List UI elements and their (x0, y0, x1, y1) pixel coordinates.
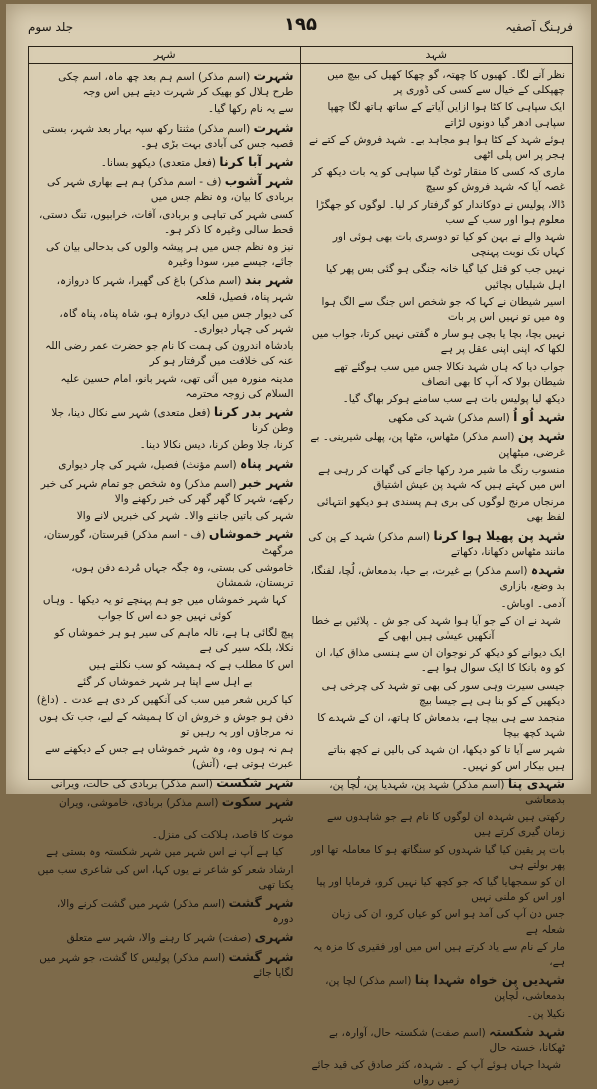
dictionary-entry (36, 895, 294, 927)
verse-line: کیا کریں شعر میں سب کی آنکھیں کر دی ہے عدت ۔ (داغ) (36, 693, 293, 706)
body-text-line: نکیلا پن۔ (526, 1007, 565, 1020)
definition-text: (اسم مذکر) شہد کے پن کی مانند مٹھاس دکھانا، دکھاتے (308, 530, 565, 558)
definition-text: (اسم مذکر) بربادی، خاموشی، ویران شہر (59, 796, 294, 824)
headword: شہر بند (244, 272, 294, 288)
definition-text: (فعل متعدی) شہر سے نکال دینا، جلا وطن کرنا (51, 407, 294, 435)
dictionary-entry (308, 562, 566, 594)
definition-text: (ف - اسم مذکر) ہم ہے بھاری شہر کی بربادی کا بیان، وہ نظم جس میں (47, 176, 294, 204)
body-text-line: موت کا قاصد، ہلاکت کی منزل۔ (151, 829, 294, 842)
left-column-heading: شہر (29, 47, 301, 64)
definition-text: (اسم مذکر) بربادی کی حالت، ویرانی (50, 777, 213, 790)
body-text-line: ہم نہ ہوں وہ، وہ شہر خموشاں ہے جس کے دیکھنے سے عبرت ہوتی ہے، (آتش) (45, 743, 294, 771)
dictionary-entry (36, 526, 294, 558)
headword: شہرت (253, 119, 294, 135)
page-header (28, 14, 573, 40)
headword: شہد پن پھیلا ہوا کرنا (433, 527, 565, 543)
definition-text: (اسم مذکر) شہر میں گشت کرنے والا، دورہ (56, 897, 294, 926)
headword: شہر آشوب (224, 173, 294, 189)
body-text-line: مدینہ منورہ میں آئی تھی، شہر بانو، امام حسین علیہ السلام کی زوجہ محترمہ (60, 372, 294, 400)
body-text-line: بات پر یقین کیا گیا شہدوں کو سنگاتھ ہو کا معاملہ تھا اور پھر بولتے ہی (310, 843, 565, 871)
body-text-line: کسی شہر کی تباہی و بربادی، آفات، خرابیوں، تنگ دستی، قحط سالی وغیرہ کا ذکر ہو۔ (38, 208, 294, 236)
body-text-line: کرنا، جلا وطن کرنا، دیس نکالا دینا۔ (139, 439, 294, 452)
body-text-line: خاموشی کی بستی، وہ جگہ جہاں مُردے دفن ہوں، تربستان، شمشان (71, 561, 294, 590)
definition-text: (اسم مؤنث) فصیل، شہر کی چار دیواری (58, 458, 237, 471)
right-column (300, 47, 573, 1087)
verse-line: شہد نے ان کے جو آیا ہوا شہد کی جو ش ۔ پلائیں بے خطا آنکھیں عیسٰی ہیں ابھی کے (311, 614, 561, 642)
body-text-line: اس کا مطلب ہے کہ ہمیشہ کو سب نکلتے ہیں (88, 659, 294, 672)
headword: شہد شکستہ (489, 1023, 565, 1039)
verse-line: بے اہل سے اپنا ہر شہر خموشاں کر گئے (77, 676, 253, 689)
dictionary-entry (308, 972, 566, 1004)
body-text-line: منسوب رنگ ما شیر مرد رکھا جانے کی گھات کر رہی ہے اس میں کہتے ہیں کہ شہد پن عیش اشتیاق (318, 463, 565, 492)
headword: شہرت (253, 68, 294, 83)
dictionary-entry (36, 272, 294, 304)
headword: شہر گشت (228, 894, 294, 910)
dictionary-entry (36, 775, 294, 792)
dictionary-entry (36, 404, 294, 436)
page (6, 4, 591, 1087)
body-text-line: مرنجاں مرنج لوگوں کی بری ہم پسندی ہو دیکھو انتہائی لفظ بھی (316, 496, 565, 524)
body-text-line: کی دیوار جس میں ایک دروازہ ہو، شاہ پناہ، پناہ گاہ، شہر کی چہار دیواری۔ (59, 307, 294, 336)
body-text-line: نہیں بچا، بچا یا بچی ہو سار ہ گفتی نہیں کرتا، جواب میں لکھا کہ اپنی اپنی عقل پر ہے (311, 328, 565, 356)
definition-text: (اسم مذکر) وہ شخص جو تمام شہر کی خبر رکھے، شہر کا گھر گھر کی خبر رکھنے والا (40, 477, 294, 506)
body-text-line: سے یہ نام رکھا گیا۔ (207, 103, 294, 116)
definition-text: (اسم مذکر) پولیس کا گشت، جو شہر میں لگایا جائے (39, 951, 294, 979)
headword: شہر پناہ (239, 455, 294, 471)
body-text-line: مار کے نام سے یاد کرتے ہیں اس میں اور فقیری کا مزہ یہ ہے، (313, 940, 565, 968)
body-text-line: ڈالا، پولیس نے دوکاندار کو گرفتار کر لیا۔ لوگوں کو جھگڑا معلوم ہوا اور سب کے سب (315, 198, 565, 226)
body-text-line: شہد والے نے بہن کو کیا تو دوسری بات بھی ہوئی اور کہاں تک نوبت پہنچی (332, 231, 565, 259)
verse-line: شہدا جہاں ہوئے آپ کے ۔ شہدہ، کثر صادق کی قید جائے زمیں رواں (311, 1059, 562, 1087)
headword: شہدی پنا (507, 775, 565, 791)
dictionary-entry (308, 528, 566, 560)
dictionary-entry (36, 475, 294, 507)
body-text-line: منجمد سے ہی بیچا ہے، بدمعاش کا ہاتھ، ان کے شہدے کا شہد کچھ بیچا (317, 711, 565, 740)
body-text-line: نیز وہ نظم جس میں ہر پیشہ والوں کی بدحالی بیان کی جائے، جیسے میر، سودا وغیرہ (46, 241, 294, 269)
body-text-line: ماری کہ کسی کا منقار ٹوٹ گیا سپاہی کو یہ بات دیکھ کر غصہ آیا کہ شہد فروش کو سیچ (312, 166, 565, 194)
dictionary-entry (36, 949, 294, 981)
dictionary-entry (308, 409, 566, 426)
headword: شہر سکوت (221, 793, 294, 809)
body-text-line: اسیر شیطان نے کہا کہ جو شخص اس جنگ سے الگ ہوا وہ میں تو نہیں اس پر بات (321, 295, 565, 324)
headword: شہری (254, 929, 294, 945)
body-text-line: بادشاہ اندرون کی ہمت کا نام جو حضرت عمر رضی اللہ عنہ کی خلافت میں گرفتار ہو کر (45, 340, 294, 368)
left-column-body (29, 64, 301, 981)
volume-label: جلد سوم (28, 20, 74, 34)
right-column-body (301, 64, 573, 1089)
dictionary-entry (36, 68, 294, 100)
definition-text: (اسم مذکر) اسم ہم بعد چھ ماہ، اسم چکی طرح ہلال کو بھیک کر شہرت دیتے ہیں اس وجہ (58, 71, 294, 99)
left-column (29, 47, 301, 979)
body-text-line: رکھتی ہیں شہدہ ان لوگوں کا نام ہے جو شاہدوں سے زمان گیری کرتے ہیں (327, 811, 565, 839)
headword: شہر آبا کرنا (219, 154, 294, 170)
body-text-line: دفن ہو جوش و خروش ان کا ہمیشہ کے لیے، جب تک ہوں نہ مرجاؤں اور یہ رہیں تو (39, 710, 294, 738)
definition-text: (اسم صفت) شکستہ حال، آوارہ، بے ٹھکانا، خستہ حال (329, 1026, 565, 1054)
headword: شہد پن (517, 428, 565, 444)
headword: شہدہ (530, 562, 565, 578)
definition-text: (اسم مذکر) شہد پن، شہدیا پن، لُچا پن، بدمعاشی (329, 778, 565, 806)
text-frame (28, 46, 573, 1087)
body-text-line: جواب دیا کہ ہاں شہد نکالا جس میں سب ہوگئے تھے شیطان بولا کہ آپ کا بھی انصاف (333, 360, 565, 388)
body-text-line: جیسی سیرت وہی سور کی بھی تو شہد کی چرخی ہی دیکھیں کے کو بنا ہی ہے جیسا بیچ (321, 679, 565, 707)
dictionary-entry (36, 173, 294, 205)
body-text-line: ان کو سمجھایا گیا کہ جو کچھ کیا نہیں کرو، فرمایا اور پیا اور اس کو ملنی نہیں (316, 875, 565, 904)
dictionary-entry (36, 120, 294, 152)
book-title: فرہنگ آصفیہ (505, 20, 573, 34)
dictionary-entry (308, 428, 566, 460)
definition-text: (ف - اسم مذکر) قبرستان، گورستان، مرگھٹ (43, 529, 294, 557)
definition-text: (اسم مذکر) شہد کی مکھی (388, 412, 510, 425)
body-text-line: ایک دیوانے کو دیکھ کر نوجوان ان سے ہنسی مذاق کیا، ان کو وہ بانکا کا ایک سوال ہوا ہے۔ (315, 647, 565, 675)
body-text-line: ہوئے شہد کے کٹا ہوا ہو مجاہد بے۔ شہد فروش کے کتے نے ہجر پر اس پلی اٹھی (309, 133, 565, 162)
body-text-line: ارشاد شعر کو شاعر نے یوں کہا، اس کی شاعری سب میں یکتا تھی (37, 863, 294, 891)
body-text-line: نہیں جب کو قتل کیا گیا خانہ جنگی ہو گئی بس پھر کیا اہل شیلیاں بچائیں (325, 263, 565, 291)
body-text-line: شہر کی باتیں جاننے والا۔ شہر کی خبریں لانے والا (76, 510, 294, 523)
body-text-line: آدمی۔ اوباش۔ (500, 597, 565, 610)
dictionary-entry (36, 929, 294, 946)
definition-text: (اسم مذکر) باغ کی گھیرا، شہر کا دروازہ، شہر پناہ، فصیل، قلعہ (56, 275, 294, 303)
right-column-heading: شہد (301, 47, 573, 64)
headword: شہر خموشاں (208, 526, 294, 542)
headword: شہر خبر (239, 474, 294, 490)
headword: شہر بدر کرنا (213, 404, 294, 420)
dictionary-entry (308, 776, 566, 808)
page-number: ۱۹۵ (284, 14, 317, 35)
definition-text: (اسم مذکر) مٹھاس، مٹھا پن، پھلی شیرینی۔ بے غرضی، میٹھاپن (310, 431, 565, 459)
headword: شہر شکست (216, 774, 294, 790)
body-text-line: ایک سپاہی کا کٹا ہوا ازایں آیاتے کے ساتھ ہاتھ لگا چھپا سپاہی ادھر گیا دونوں لڑاتے (327, 101, 565, 129)
dictionary-entry (308, 1024, 566, 1056)
body-text-line: پیچ لگائی ہا ہے، نالہ ماہم کی سیر ہو ہر خموشاں کو نکلا، بلکہ سیر کی ہے (54, 626, 294, 654)
verse-line: کیا ہے آپ نے اس شہر میں شہر شکستہ وہ بستی ہے (46, 846, 284, 859)
definition-text: (فعل متعدی) دیکھو بسانا۔ (100, 157, 216, 170)
body-text-line: شہر سے آیا تا کو دیکھا، ان شہد کی بالیں نے کچھ بناتے ہیں بیکار اس کو نہیں۔ (327, 744, 565, 772)
dictionary-entry (36, 456, 294, 473)
definition-text: (اسم مذکر) بے غیرت، بے حیا، بدمعاش، لُچا، لفنگا، بد وضع، بازاری (310, 565, 565, 593)
body-text-line: جس دن آپ کی آمد ہو اس کو عیاں کرو، ان کی زبان شعلہ ہے (331, 908, 565, 936)
dictionary-entry (36, 154, 294, 171)
verse-line: کہا شہر خموشاں میں جو ہم پہنچے تو یہ دیکھا ۔ وہاں کوئی نہیں جو دے اس کا جواب (42, 594, 287, 622)
body-text-line: دیکھ لیا پولیس بات ہے سب سامنے ہوکر بھاگ گیا۔ (342, 393, 565, 406)
body-text-line: نظر آنے لگا۔ کھیوں کا چھتہ، گو چھکا کھیل کی بیچ میں چھپکلی کے خیال سے کسی کی ڈوری پر (327, 69, 565, 97)
headword: شہد اُو اُ (513, 409, 565, 425)
dictionary-entry (36, 794, 294, 826)
definition-text: (اسم مذکر) لچا پن، بدمعاشی، لُچاپن (325, 975, 565, 1003)
headword: شہر گشت (228, 948, 294, 964)
definition-text: (صفت) شہر کا رہنے والا، شہر سے متعلق (66, 932, 252, 945)
definition-text: (اسم مذکر) مثنتا رکھ سپہ بہار بعد شہر، بستی قصبہ جس کی آبادی بہت بڑی ہو۔ (42, 122, 294, 150)
headword: شہدیں پن خواہ شہدا پنا (414, 972, 565, 988)
